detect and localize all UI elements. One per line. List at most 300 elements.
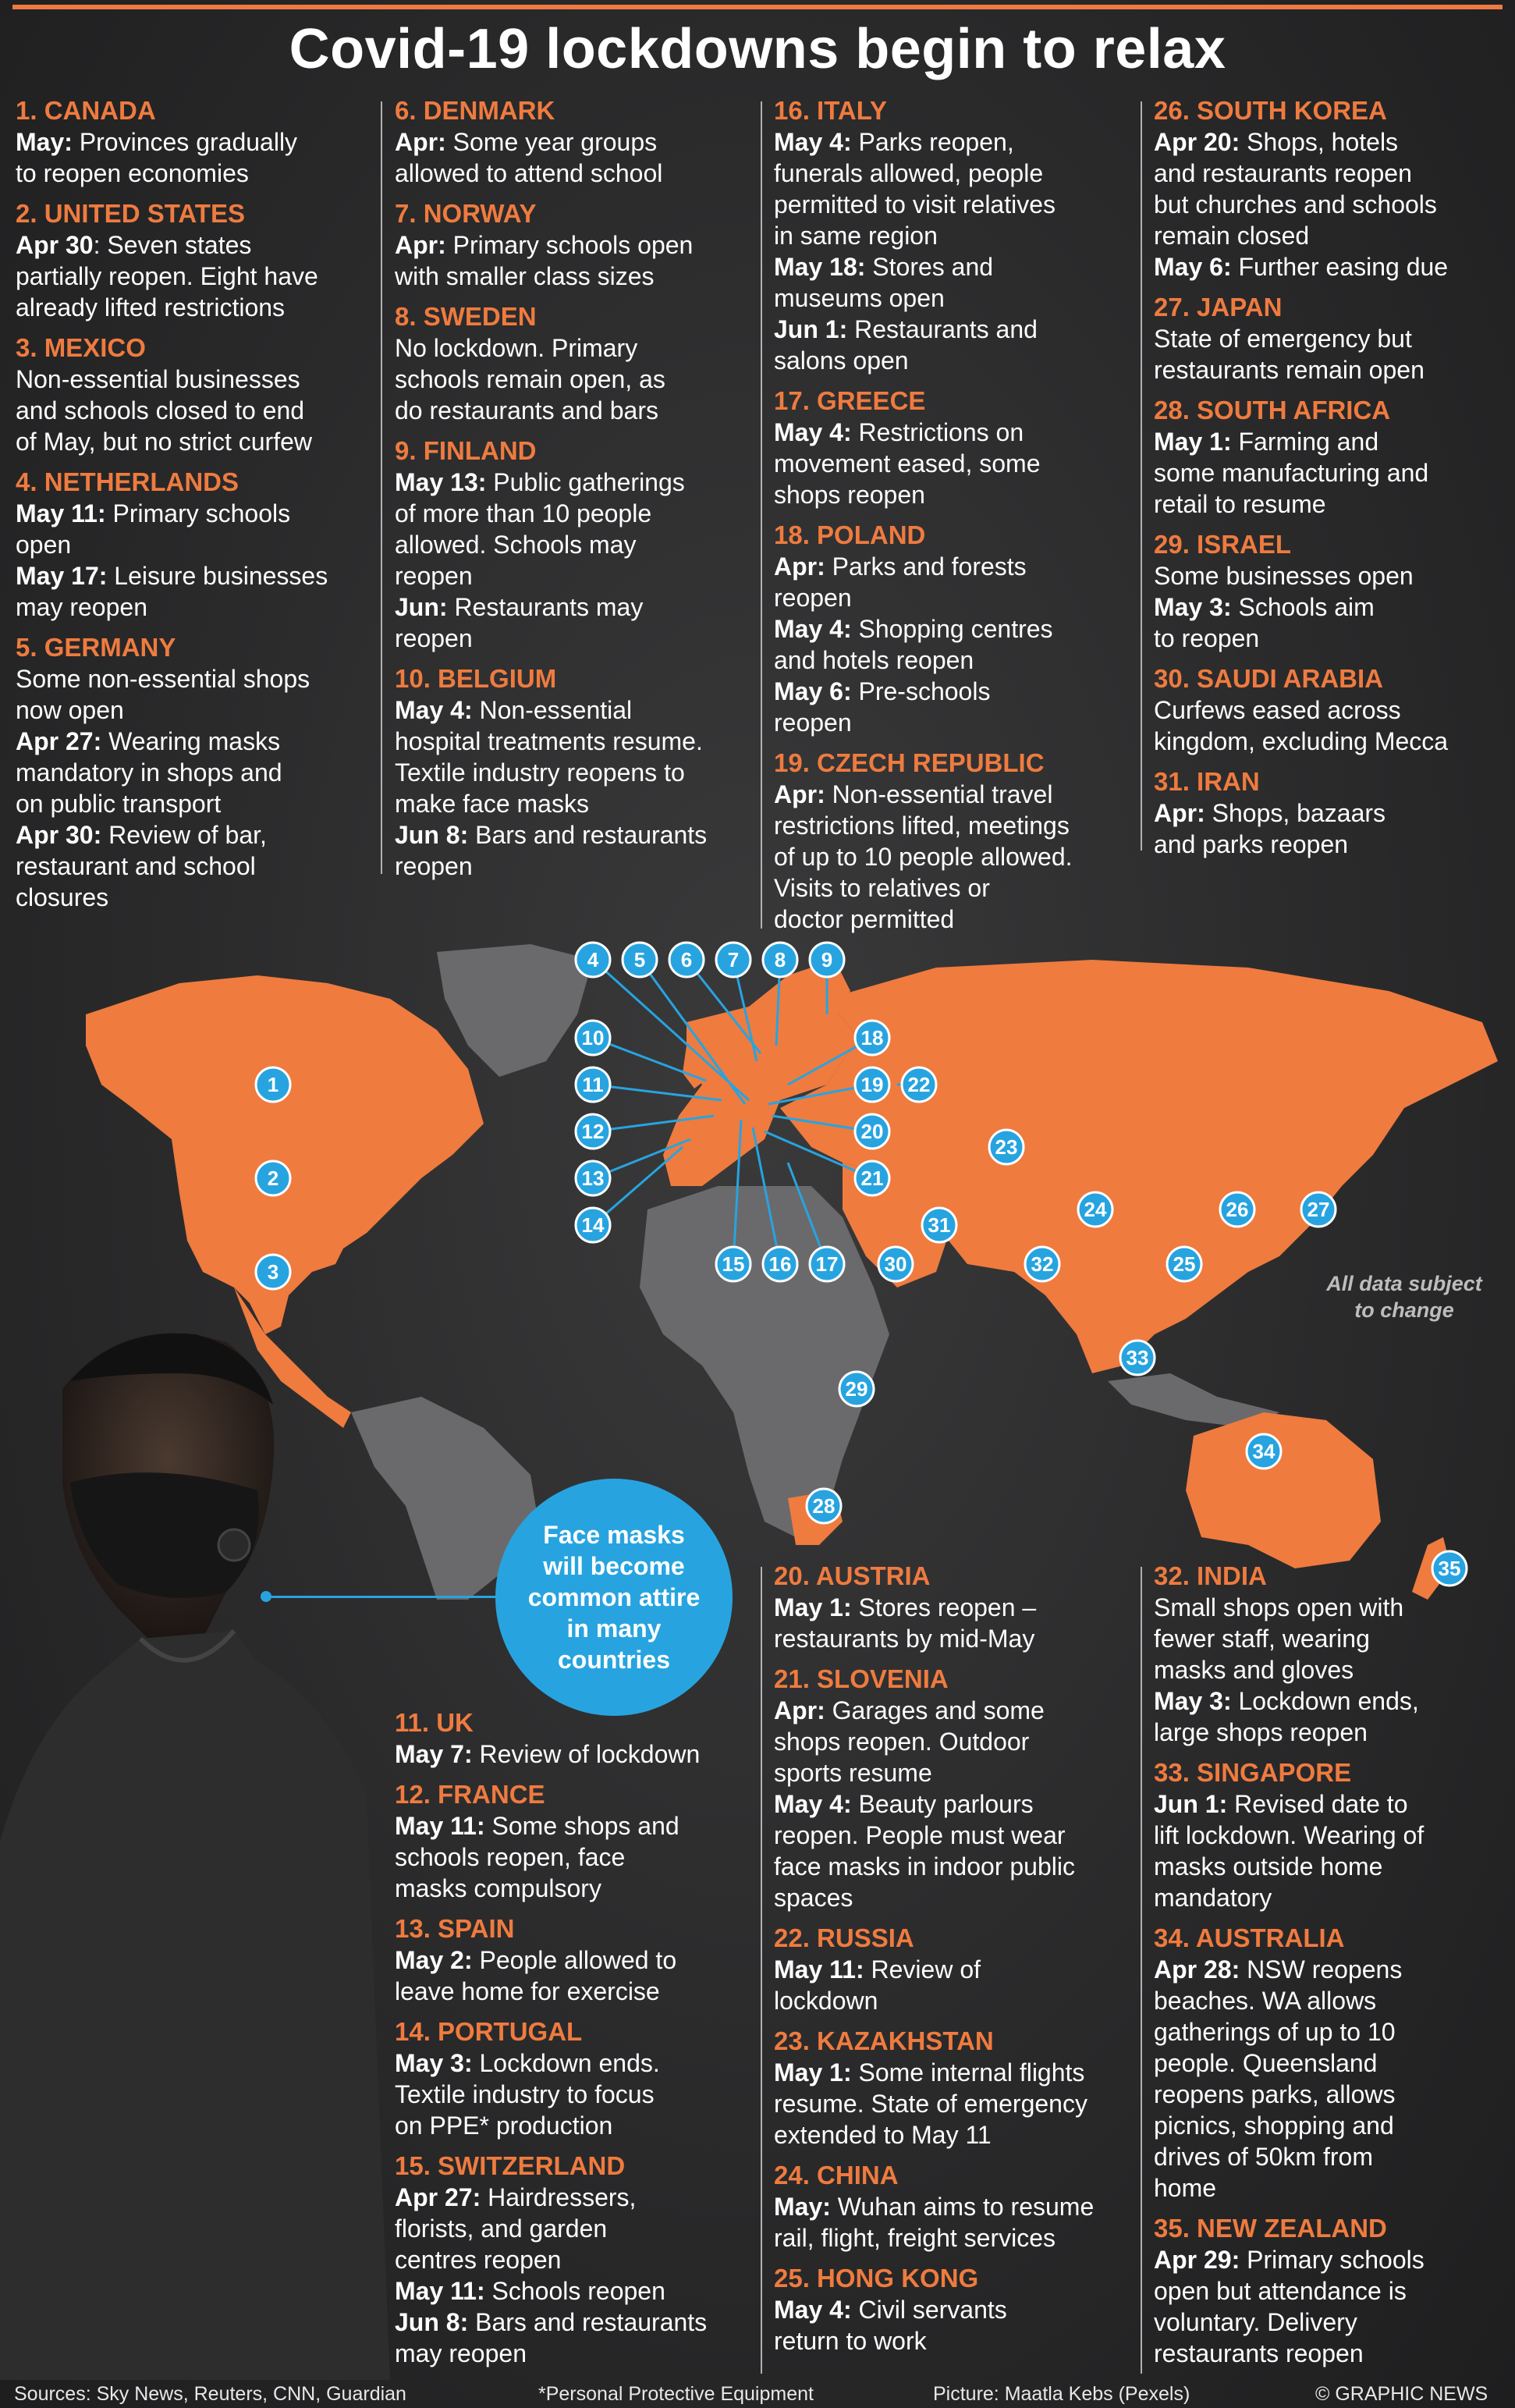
country-entry (1154, 95, 1513, 282)
map-marker-label: 31 (928, 1213, 951, 1237)
status-text: with smaller class sizes (395, 262, 655, 290)
date-label: May 2: (395, 1946, 473, 1974)
status-text: open (16, 531, 72, 559)
status-line (16, 126, 374, 158)
status-text: mandatory in shops and (16, 758, 282, 787)
map-marker-label: 8 (774, 948, 786, 971)
status-text: schools remain open, as (395, 365, 665, 393)
date-label: May 4: (774, 418, 852, 446)
status-line (1154, 2110, 1513, 2141)
status-text: and parks reopen (1154, 830, 1349, 858)
status-text: make face masks (395, 790, 589, 818)
country-entry (1154, 1757, 1513, 1913)
status-text: now open (16, 696, 124, 724)
status-line (774, 220, 1133, 251)
status-text: voluntary. Delivery (1154, 2308, 1357, 2336)
status-text: shops reopen (774, 481, 925, 509)
status-line (395, 757, 754, 788)
status-text: : Seven states (93, 231, 252, 259)
status-text: already lifted restrictions (16, 293, 286, 321)
status-line (774, 582, 1133, 613)
status-text: masks compulsory (395, 1874, 601, 1902)
date-label: Jun 8: (395, 821, 469, 849)
country-name: 31. IRAN (1154, 767, 1260, 796)
country-entry (1154, 395, 1513, 520)
status-line (16, 229, 374, 261)
status-text: closures (16, 883, 109, 911)
status-text: and hotels reopen (774, 646, 974, 674)
country-entry (16, 198, 374, 323)
status-text: Shopping centres (851, 615, 1053, 643)
country-name: 18. POLAND (774, 520, 926, 549)
date-label: May 11: (774, 1955, 864, 1984)
status-text: Non-essential businesses (16, 365, 300, 393)
country-entry (774, 2026, 1133, 2151)
date-label: Apr: (774, 1696, 825, 1724)
map-marker-label: 7 (727, 948, 740, 971)
status-line (774, 2088, 1133, 2119)
status-text: florists, and garden (395, 2214, 608, 2243)
status-text: sports resume (774, 1759, 932, 1787)
status-line (395, 1842, 754, 1873)
status-text: Parks reopen, (851, 128, 1014, 156)
map-marker-label: 19 (860, 1073, 884, 1096)
map-note: All data subject to change (1326, 1272, 1482, 1322)
status-line (395, 2244, 754, 2275)
country-name: 19. CZECH REPUBLIC (774, 748, 1045, 777)
status-text: Restrictions on (851, 418, 1024, 446)
map-marker-label: 32 (1031, 1252, 1054, 1276)
status-text: Visits to relatives or (774, 874, 990, 902)
country-name: 8. SWEDEN (395, 302, 537, 331)
status-line (1154, 2307, 1513, 2338)
text-column-4 (1154, 95, 1513, 869)
country-name: 24. CHINA (774, 2161, 899, 2190)
status-line (774, 779, 1133, 810)
map-marker-label: 23 (995, 1135, 1018, 1159)
status-line (774, 158, 1133, 189)
status-text: do restaurants and bars (395, 396, 658, 424)
country-entry (395, 1707, 754, 1770)
country-entry (774, 2263, 1133, 2357)
status-line (16, 591, 374, 623)
country-name: 35. NEW ZEALAND (1154, 2214, 1387, 2243)
status-text: mandatory (1154, 1884, 1272, 1912)
status-line (16, 426, 374, 457)
country-entry (1154, 663, 1513, 757)
mask-callout-text: Face masks will become common attire in many countries (527, 1521, 701, 1674)
status-line (395, 229, 754, 261)
status-text: State of emergency but (1154, 325, 1412, 353)
date-label: May 1: (774, 1593, 852, 1621)
country-name: 16. ITALY (774, 96, 887, 125)
status-line (395, 2307, 754, 2338)
country-entry (395, 1913, 754, 2007)
country-name: 13. SPAIN (395, 1914, 515, 1943)
status-line (16, 364, 374, 395)
status-line (1154, 457, 1513, 488)
status-line (16, 882, 374, 913)
column-divider (1141, 1567, 1142, 2374)
status-line (1154, 2275, 1513, 2307)
status-text: but churches and schools (1154, 190, 1437, 218)
status-text: remain closed (1154, 222, 1310, 250)
status-line (1154, 2244, 1513, 2275)
status-line (395, 158, 754, 189)
person-photo (0, 1295, 390, 2380)
status-line (774, 2119, 1133, 2151)
status-line (16, 788, 374, 819)
status-text: doctor permitted (774, 905, 955, 933)
status-text: restaurants reopen (1154, 2339, 1364, 2367)
text-column-3 (774, 95, 1133, 944)
status-text: lift lockdown. Wearing of (1154, 1821, 1425, 1849)
status-line (395, 2275, 754, 2307)
status-line (395, 2213, 754, 2244)
status-line (774, 810, 1133, 841)
map-marker-label: 12 (581, 1120, 605, 1143)
country-name: 17. GREECE (774, 386, 926, 415)
status-text: No lockdown. Primary (395, 334, 638, 362)
status-text: home (1154, 2174, 1217, 2202)
status-text: Schools reopen (484, 2277, 665, 2305)
status-text: Stores reopen – (851, 1593, 1037, 1621)
map-marker-label: 11 (582, 1073, 604, 1096)
status-line (774, 613, 1133, 645)
date-label: Jun: (395, 593, 448, 621)
country-entry (395, 435, 754, 654)
page-title: Covid-19 lockdowns begin to relax (289, 18, 1226, 80)
status-line (1154, 1985, 1513, 2016)
status-text: Some non-essential shops (16, 665, 310, 693)
country-entry (16, 332, 374, 457)
country-name: 28. SOUTH AFRICA (1154, 396, 1391, 424)
country-name: 3. MEXICO (16, 333, 146, 362)
map-marker-label: 35 (1438, 1557, 1461, 1580)
map-marker-label: 5 (633, 948, 646, 971)
status-text: shops reopen. Outdoor (774, 1728, 1030, 1756)
status-line (1154, 1623, 1513, 1654)
status-line (774, 551, 1133, 582)
status-text: Review of bar, (101, 821, 267, 849)
country-entry (395, 2016, 754, 2141)
status-text: lockdown (774, 1987, 878, 2015)
status-text: Bars and restaurants (468, 2308, 708, 2336)
country-name: 1. CANADA (16, 96, 156, 125)
status-line (395, 2338, 754, 2369)
status-line (1154, 1654, 1513, 1685)
status-line (1154, 220, 1513, 251)
status-text: Beauty parlours (851, 1790, 1034, 1818)
date-label: May 11: (395, 1812, 485, 1840)
date-label: May 4: (395, 696, 473, 724)
status-line (16, 498, 374, 529)
status-line (395, 332, 754, 364)
status-line (1154, 726, 1513, 757)
status-text: restaurant and school (16, 852, 256, 880)
date-label: Apr 27: (395, 2183, 481, 2211)
country-entry (16, 95, 374, 189)
status-text: fewer staff, wearing (1154, 1625, 1370, 1653)
map-marker-label: 9 (821, 948, 833, 971)
date-label: May 4: (774, 2296, 852, 2324)
country-entry (16, 467, 374, 623)
country-name: 20. AUSTRIA (774, 1561, 931, 1590)
status-text: permitted to visit relatives (774, 190, 1056, 218)
map-marker-label: 24 (1084, 1198, 1107, 1221)
status-text: may reopen (16, 593, 147, 621)
country-name: 7. NORWAY (395, 199, 537, 228)
date-label: May 7: (395, 1740, 473, 1768)
status-text: Restaurants may (447, 593, 644, 621)
status-line (1154, 2079, 1513, 2110)
status-text: Further easing due (1231, 253, 1449, 281)
status-text: Garages and some (825, 1696, 1045, 1724)
status-line (774, 1726, 1133, 1757)
date-label: Apr: (774, 780, 825, 808)
status-text: Non-essential (472, 696, 633, 724)
top-accent-bar (12, 5, 1503, 9)
date-label: Apr: (395, 231, 446, 259)
country-name: 25. HONG KONG (774, 2264, 979, 2293)
status-line (1154, 797, 1513, 829)
status-text: Restaurants and (847, 315, 1038, 343)
status-text: reopen (395, 562, 473, 590)
status-text: museums open (774, 284, 945, 312)
status-text: Review of lockdown (472, 1740, 701, 1768)
status-text: gatherings of up to 10 (1154, 2018, 1396, 2046)
status-line (1154, 426, 1513, 457)
map-marker-label: 21 (860, 1167, 884, 1190)
map-marker-label: 22 (907, 1073, 931, 1096)
text-column-6 (774, 1561, 1133, 2366)
date-label: May 18: (774, 253, 866, 281)
status-text: to reopen economies (16, 159, 249, 187)
status-text: reopen (395, 852, 473, 880)
status-text: and schools closed to end (16, 396, 305, 424)
status-text: to reopen (1154, 624, 1260, 652)
status-line (395, 2182, 754, 2213)
ppe-footnote: *Personal Protective Equipment (538, 2383, 814, 2405)
status-line (774, 251, 1133, 282)
status-text: Wearing masks (101, 727, 281, 755)
status-line (395, 1945, 754, 1976)
status-line (774, 872, 1133, 904)
status-text: drives of 50km from (1154, 2143, 1373, 2171)
text-column-1 (16, 95, 374, 922)
status-line (395, 726, 754, 757)
status-line (395, 623, 754, 654)
country-entry (774, 1923, 1133, 2016)
date-label: Apr: (1154, 799, 1205, 827)
status-line (774, 645, 1133, 676)
country-name: 33. SINGAPORE (1154, 1758, 1352, 1787)
date-label: May 6: (774, 677, 852, 705)
status-text: open but attendance is (1154, 2277, 1407, 2305)
status-line (1154, 158, 1513, 189)
status-line (1154, 1882, 1513, 1913)
status-line (774, 2222, 1133, 2254)
status-line (16, 292, 374, 323)
status-line (1154, 126, 1513, 158)
status-line (1154, 1592, 1513, 1623)
status-line (395, 529, 754, 560)
date-label: Apr: (774, 552, 825, 581)
status-text: reopen (774, 709, 852, 737)
country-name: 27. JAPAN (1154, 293, 1283, 321)
date-label: May 1: (1154, 428, 1232, 456)
date-label: Apr 28: (1154, 1955, 1240, 1984)
status-line (1154, 2172, 1513, 2204)
status-line (774, 1757, 1133, 1788)
date-label: May 6: (1154, 253, 1232, 281)
country-name: 10. BELGIUM (395, 664, 557, 693)
country-name: 2. UNITED STATES (16, 199, 245, 228)
status-line (1154, 189, 1513, 220)
status-line (1154, 1820, 1513, 1851)
status-text: restrictions lifted, meetings (774, 812, 1070, 840)
status-line (395, 126, 754, 158)
status-text: partially reopen. Eight have (16, 262, 318, 290)
status-text: schools reopen, face (395, 1843, 626, 1871)
status-text: Curfews eased across (1154, 696, 1401, 724)
status-line (1154, 1788, 1513, 1820)
status-line (395, 498, 754, 529)
country-entry (774, 385, 1133, 510)
status-text: Lockdown ends. (472, 2049, 660, 2077)
status-text: masks and gloves (1154, 1656, 1354, 1684)
date-label: May 1: (774, 2058, 852, 2087)
map-marker-label: 25 (1173, 1252, 1196, 1276)
status-text: masks outside home (1154, 1852, 1383, 1881)
status-text: and restaurants reopen (1154, 159, 1412, 187)
status-line (395, 1873, 754, 1904)
status-line (774, 448, 1133, 479)
date-label: May: (774, 2193, 831, 2221)
status-text: of more than 10 people (395, 499, 652, 527)
status-line (16, 395, 374, 426)
status-line (16, 663, 374, 694)
status-text: centres reopen (395, 2246, 562, 2274)
status-line (395, 2079, 754, 2110)
status-text: Farming and (1231, 428, 1379, 456)
australia-shape (1186, 1412, 1381, 1568)
status-line (1154, 829, 1513, 860)
status-text: restaurants remain open (1154, 356, 1425, 384)
status-text: of up to 10 people allowed. (774, 843, 1073, 871)
status-line (774, 126, 1133, 158)
map-marker-label: 27 (1307, 1198, 1330, 1221)
status-line (395, 2048, 754, 2079)
status-line (395, 364, 754, 395)
country-entry (1154, 1923, 1513, 2204)
map-marker-label: 1 (267, 1073, 279, 1096)
status-line (395, 694, 754, 726)
country-entry (395, 95, 754, 189)
status-line (395, 1976, 754, 2007)
status-text: Lockdown ends, (1231, 1687, 1419, 1715)
status-text: Review of (864, 1955, 981, 1984)
status-text: Some businesses open (1154, 562, 1414, 590)
status-text: reopen (395, 624, 473, 652)
status-text: Leisure businesses (107, 562, 328, 590)
country-name: 9. FINLAND (395, 436, 537, 465)
country-name: 14. PORTUGAL (395, 2017, 583, 2046)
status-line (1154, 251, 1513, 282)
status-line (1154, 694, 1513, 726)
status-text: large shops reopen (1154, 1718, 1368, 1746)
status-line (774, 417, 1133, 448)
status-line (1154, 323, 1513, 354)
status-text: Bars and restaurants (468, 821, 708, 849)
map-marker-label: 29 (845, 1377, 868, 1401)
map-marker-label: 3 (267, 1260, 279, 1284)
status-text: Non-essential travel (825, 780, 1053, 808)
map-marker-label: 18 (860, 1026, 884, 1050)
country-name: 23. KAZAKHSTAN (774, 2026, 994, 2055)
map-marker-label: 6 (680, 948, 693, 971)
status-line (774, 707, 1133, 738)
country-entry (774, 748, 1133, 935)
status-text: leave home for exercise (395, 1977, 660, 2005)
status-line (395, 1739, 754, 1770)
status-text: rail, flight, freight services (774, 2224, 1056, 2252)
status-text: spaces (774, 1884, 853, 1912)
status-line (16, 694, 374, 726)
date-label: Apr 30: (16, 821, 102, 849)
status-text: Stores and (865, 253, 994, 281)
country-name: 29. ISRAEL (1154, 530, 1292, 559)
status-text: may reopen (395, 2339, 527, 2367)
picture-credit: Picture: Maatla Kebs (Pexels) (933, 2383, 1190, 2405)
status-line (774, 479, 1133, 510)
status-line (774, 2325, 1133, 2357)
country-name: 4. NETHERLANDS (16, 467, 239, 496)
status-line (774, 1592, 1133, 1623)
country-entry (395, 1779, 754, 1904)
status-line (1154, 2048, 1513, 2079)
date-label: May 3: (1154, 593, 1232, 621)
status-line (16, 158, 374, 189)
column-divider (381, 101, 382, 874)
status-text: salons open (774, 346, 909, 375)
status-text: Schools aim (1231, 593, 1375, 621)
map-marker-label: 33 (1126, 1346, 1149, 1369)
status-line (774, 1954, 1133, 1985)
status-text: Primary schools (1240, 2246, 1425, 2274)
status-line (774, 2057, 1133, 2088)
status-line (774, 314, 1133, 345)
status-text: Small shops open with (1154, 1593, 1404, 1621)
status-text: return to work (774, 2327, 927, 2355)
status-text: Some year groups (445, 128, 658, 156)
status-text: Public gatherings (486, 468, 685, 496)
status-line (395, 819, 754, 851)
date-label: May 13: (395, 468, 487, 496)
country-name: 34. AUSTRALIA (1154, 1923, 1345, 1952)
status-line (395, 560, 754, 591)
date-label: May 4: (774, 1790, 852, 1818)
date-label: Apr 30 (16, 231, 94, 259)
country-entry (1154, 292, 1513, 385)
status-line (1154, 591, 1513, 623)
status-line (16, 560, 374, 591)
map-marker-label: 17 (815, 1252, 839, 1276)
status-line (774, 676, 1133, 707)
status-text: resume. State of emergency (774, 2090, 1087, 2118)
country-entry (395, 301, 754, 426)
status-text: in same region (774, 222, 938, 250)
